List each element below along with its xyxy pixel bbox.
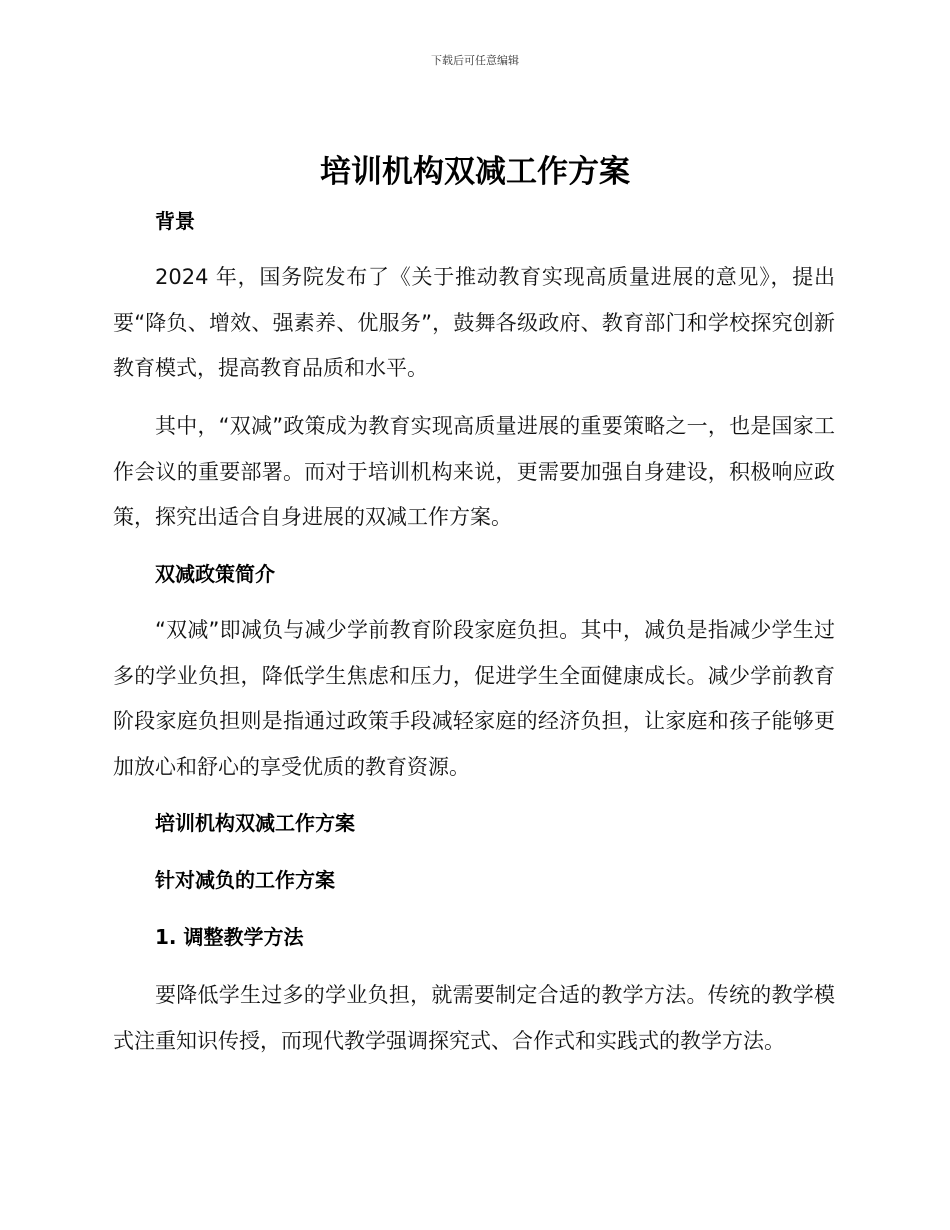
section-heading-policy: 双减政策简介 <box>155 562 275 586</box>
paragraph-background-1: 2024 年，国务院发布了《关于推动教育实现高质量进展的意见》，提出要“降负、增效、强素养、优服务”，鼓舞各级政府、教育部门和学校探究创新教育模式，提高教育品质和水平。 <box>113 265 835 380</box>
section-heading-plan: 培训机构双减工作方案 <box>155 811 355 835</box>
section-heading-background: 背景 <box>155 209 195 233</box>
paragraph-item1-1: 要降低学生过多的学业负担，就需要制定合适的教学方法。传统的教学模式注重知识传授，而现代教学强调探究式、合作式和实践式的教学方法。 <box>113 983 835 1053</box>
section-heading-item1: 1. 调整教学方法 <box>155 925 304 949</box>
paragraph-background-2: 其中，“双减”政策成为教育实现高质量进展的重要策略之一，也是国家工作会议的重要部署。而对于培训机构来说，更需要加强自身建设，积极响应政策，探究出适合自身进展的双减工作方案。 <box>113 414 835 529</box>
page-header-note: 下载后可任意编辑 <box>431 54 519 67</box>
paragraph-policy-1: “双减”即减负与减少学前教育阶段家庭负担。其中，减负是指减少学生过多的学业负担，降低学生焦虑和压力，促进学生全面健康成长。减少学前教育阶段家庭负担则是指通过政策手段减轻家庭的经济负担，让家庭和孩子能够更加放心和舒心的享受优质的教育资源。 <box>113 618 835 779</box>
section-heading-burden: 针对减负的工作方案 <box>155 868 335 892</box>
document-title: 培训机构双减工作方案 <box>320 154 630 190</box>
